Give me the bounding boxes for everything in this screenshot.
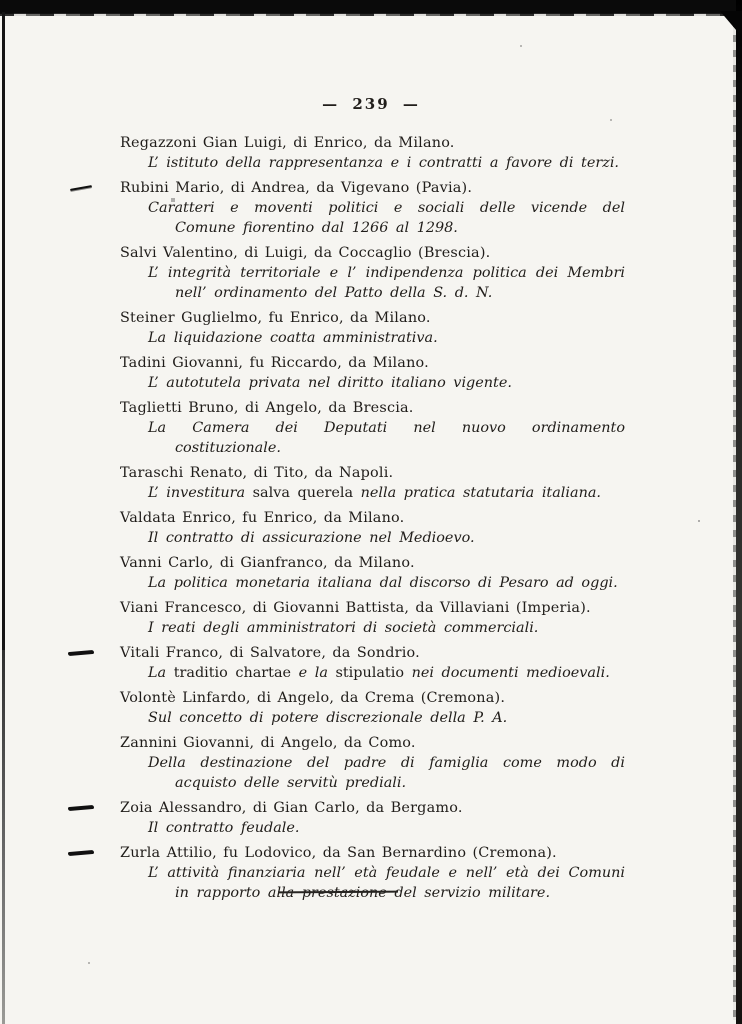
scan-noise-specks: [0, 0, 2, 2]
entries-list: [120, 133, 625, 908]
title-segment-italic: La politica monetaria italiana dal discorso di Pesaro ad oggi.: [148, 575, 618, 591]
candidate-name: Tadini Giovanni, fu Riccardo, da Milano.: [120, 355, 429, 371]
title-segment-roman: salva querela: [252, 485, 361, 501]
catalog-entry: [120, 353, 625, 393]
catalog-entry: [120, 398, 625, 458]
catalog-entry: [120, 463, 625, 503]
title-segment-italic: L’ istituto della rappresentanza e i contratti a favore di terzi.: [148, 155, 619, 171]
scan-edge-top-fuzz: [0, 13, 742, 16]
candidate-name: Vitali Franco, di Salvatore, da Sondrio.: [120, 645, 420, 661]
thesis-title: [120, 818, 625, 838]
page-number: — 239 —: [322, 95, 420, 113]
title-segment-italic: La Camera dei Deputati nel nuovo ordinamento costituzionale.: [148, 420, 625, 456]
title-segment-italic: I reati degli amministratori di società commerciali.: [148, 620, 539, 636]
catalog-entry: [120, 553, 625, 593]
catalog-entry: [120, 178, 625, 238]
scan-edge-left-faint: [2, 650, 5, 1024]
thesis-title: [120, 618, 625, 638]
thesis-title: [120, 418, 625, 458]
candidate-name: Salvi Valentino, di Luigi, da Coccaglio (Brescia).: [120, 245, 491, 261]
title-segment-italic: La liquidazione coatta amministrativa.: [148, 330, 438, 346]
scan-edge-top: [0, 0, 742, 14]
catalog-entry: [120, 308, 625, 348]
candidate-name: Volontè Linfardo, di Angelo, da Crema (Cremona).: [120, 690, 506, 706]
title-segment-italic: Caratteri e moventi politici e sociali delle vicende del Comune fiorentino dal 1266 al 1298.: [148, 200, 625, 236]
title-segment-italic: nei documenti medioevali.: [411, 665, 610, 681]
pen-mark-icon: [68, 650, 94, 656]
title-segment-italic: nella pratica statutaria italiana.: [360, 485, 602, 501]
candidate-name: Regazzoni Gian Luigi, di Enrico, da Milano.: [120, 135, 455, 151]
thesis-title: [120, 663, 625, 683]
candidate-name: Rubini Mario, di Andrea, da Vigevano (Pavia).: [120, 180, 473, 196]
candidate-name: Zannini Giovanni, di Angelo, da Como.: [120, 735, 416, 751]
scan-binding-shadow: [733, 20, 736, 1020]
thesis-title: [120, 198, 625, 238]
catalog-entry: [120, 688, 625, 728]
thesis-title: [120, 863, 625, 903]
candidate-name: Taglietti Bruno, di Angelo, da Brescia.: [120, 400, 414, 416]
title-segment-roman: stipulatio: [335, 665, 412, 681]
title-segment-italic: L’ autotutela privata nel diritto italiano vigente.: [148, 375, 512, 391]
thesis-title: [120, 708, 625, 728]
thesis-title: [120, 753, 625, 793]
title-segment-italic: e la: [298, 665, 336, 681]
title-segment-italic: L’ integrità territoriale e l’ indipendenza politica dei Membri nell’ ordinamento del Patto della S. d. N.: [148, 265, 625, 301]
thesis-title: [120, 328, 625, 348]
thesis-title: [120, 373, 625, 393]
candidate-name: Viani Francesco, di Giovanni Battista, da Villaviani (Imperia).: [120, 600, 591, 616]
candidate-name: Zurla Attilio, fu Lodovico, da San Bernardino (Cremona).: [120, 845, 557, 861]
thesis-title: [120, 483, 625, 503]
scan-edge-right: [736, 0, 742, 1024]
title-segment-roman: traditio chartae: [173, 665, 299, 681]
title-segment-italic: L’ attività finanziaria nell’ età feudale e nell’ età dei Comuni in rapporto alla prestazione del servizio militare.: [148, 865, 625, 901]
pen-mark-icon: [70, 185, 92, 191]
catalog-entry: [120, 243, 625, 303]
candidate-name: Valdata Enrico, fu Enrico, da Milano.: [120, 510, 405, 526]
title-segment-italic: Della destinazione del padre di famiglia come modo di acquisto delle servitù prediali.: [148, 755, 625, 791]
catalog-entry: [120, 643, 625, 683]
catalog-entry: [120, 733, 625, 793]
catalog-entry: [120, 598, 625, 638]
candidate-name: Vanni Carlo, di Gianfranco, da Milano.: [120, 555, 415, 571]
thesis-title: [120, 573, 625, 593]
candidate-name: Zoia Alessandro, di Gian Carlo, da Bergamo.: [120, 800, 463, 816]
thesis-title: [120, 528, 625, 548]
thesis-title: [120, 153, 625, 173]
catalog-entry: [120, 798, 625, 838]
title-segment-italic: Il contratto di assicurazione nel Medioevo.: [148, 530, 475, 546]
title-segment-italic: La: [148, 665, 174, 681]
catalog-entry: [120, 508, 625, 548]
catalog-entry: [120, 843, 625, 903]
catalog-entry: [120, 133, 625, 173]
thesis-title: [120, 263, 625, 303]
pen-mark-icon: [68, 850, 94, 856]
title-segment-italic: L’ investitura: [148, 485, 253, 501]
pen-mark-icon: [68, 805, 94, 811]
title-segment-italic: Il contratto feudale.: [148, 820, 300, 836]
title-segment-italic: Sul concetto di potere discrezionale della P. A.: [148, 710, 508, 726]
candidate-name: Steiner Guglielmo, fu Enrico, da Milano.: [120, 310, 431, 326]
candidate-name: Taraschi Renato, di Tito, da Napoli.: [120, 465, 394, 481]
